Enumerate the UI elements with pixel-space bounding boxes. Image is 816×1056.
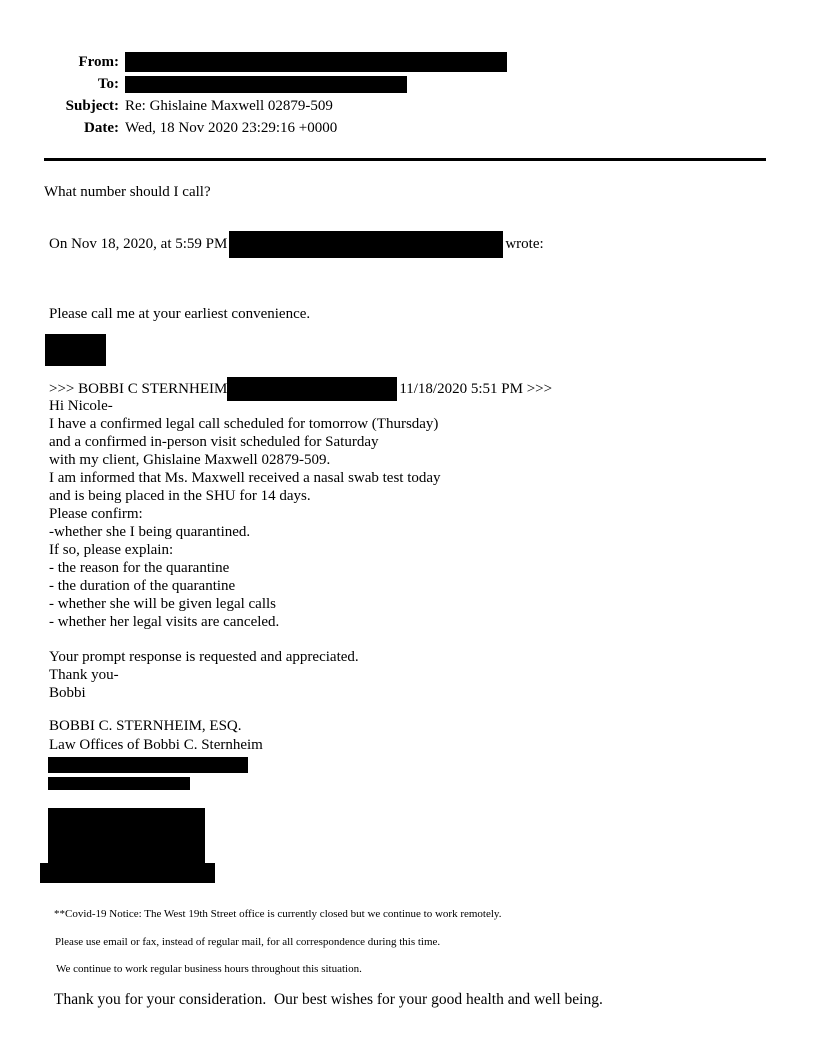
header-row-subject [44,95,507,117]
header-row-from [44,51,507,73]
contact-redaction-block [48,808,205,864]
thanks-text: Thank you for your consideration. Our best wishes for your good health and well being. [54,991,603,1008]
from-redaction-bar [125,52,507,72]
closing-line: Thank you- [49,667,119,683]
reply-text: What number should I call? [44,184,211,200]
contact-redaction-footer-bar [40,863,215,883]
body-line: - the duration of the quarantine [49,578,236,594]
body-line: with my client, Ghislaine Maxwell 02879-509. [49,452,331,468]
header-row-date [44,117,507,139]
body-line: and is being placed in the SHU for 14 days. [49,488,311,504]
header-divider [44,158,766,161]
forward-prefix: >>> BOBBI C STERNHEIM [49,380,228,397]
address-redaction-bar-1 [48,757,248,773]
covid-notice: **Covid-19 Notice: The West 19th Street office is currently closed but we continue to work remotely. [54,908,502,920]
closing-line: Your prompt response is requested and appreciated. [49,649,359,665]
closing-line: Bobbi [49,685,86,701]
body-line: - the reason for the quarantine [49,560,230,576]
forward-timestamp: 11/18/2020 5:51 PM >>> [399,380,553,397]
body-line: If so, please explain: [49,542,174,558]
signature-line: BOBBI C. STERNHEIM, ESQ. [49,718,242,734]
to-label: To: [97,75,119,92]
attribution-prefix: On Nov 18, 2020, at 5:59 PM [49,236,228,252]
from-label: From: [78,53,119,70]
address-redaction-bar-2 [48,777,190,790]
body-line: I have a confirmed legal call scheduled for tomorrow (Thursday) [49,416,439,432]
closing-block [49,648,359,702]
mail-notice: Please use email or fax, instead of regular mail, for all correspondence during this time. [55,936,441,948]
hours-notice: We continue to work regular business hours throughout this situation. [56,963,362,975]
subject-label: Subject: [65,97,119,114]
request-text: Please call me at your earliest convenience. [49,306,311,322]
to-redaction-bar [125,76,407,93]
small-redaction-block [45,334,106,366]
header-row-to [44,73,507,95]
sender-redaction-bar [229,231,503,258]
body-line: Please confirm: [49,506,143,522]
email-header [44,51,507,139]
subject-value: Re: Ghislaine Maxwell 02879-509 [125,97,333,114]
body-line: I am informed that Ms. Maxwell received a nasal swab test today [49,470,441,486]
body-line: - whether she will be given legal calls [49,596,277,612]
date-label: Date: [84,119,119,136]
body-line: -whether she I being quarantined. [49,524,251,540]
body-line: - whether her legal visits are canceled. [49,614,280,630]
signature-block [49,717,263,755]
attribution-suffix: wrote: [505,236,544,252]
date-value: Wed, 18 Nov 2020 23:29:16 +0000 [125,119,338,136]
quote-attribution [49,231,544,258]
body-line: Hi Nicole- [49,398,113,414]
body-line: and a confirmed in-person visit scheduled for Saturday [49,434,379,450]
message-body [49,397,441,631]
signature-line: Law Offices of Bobbi C. Sternheim [49,737,263,753]
